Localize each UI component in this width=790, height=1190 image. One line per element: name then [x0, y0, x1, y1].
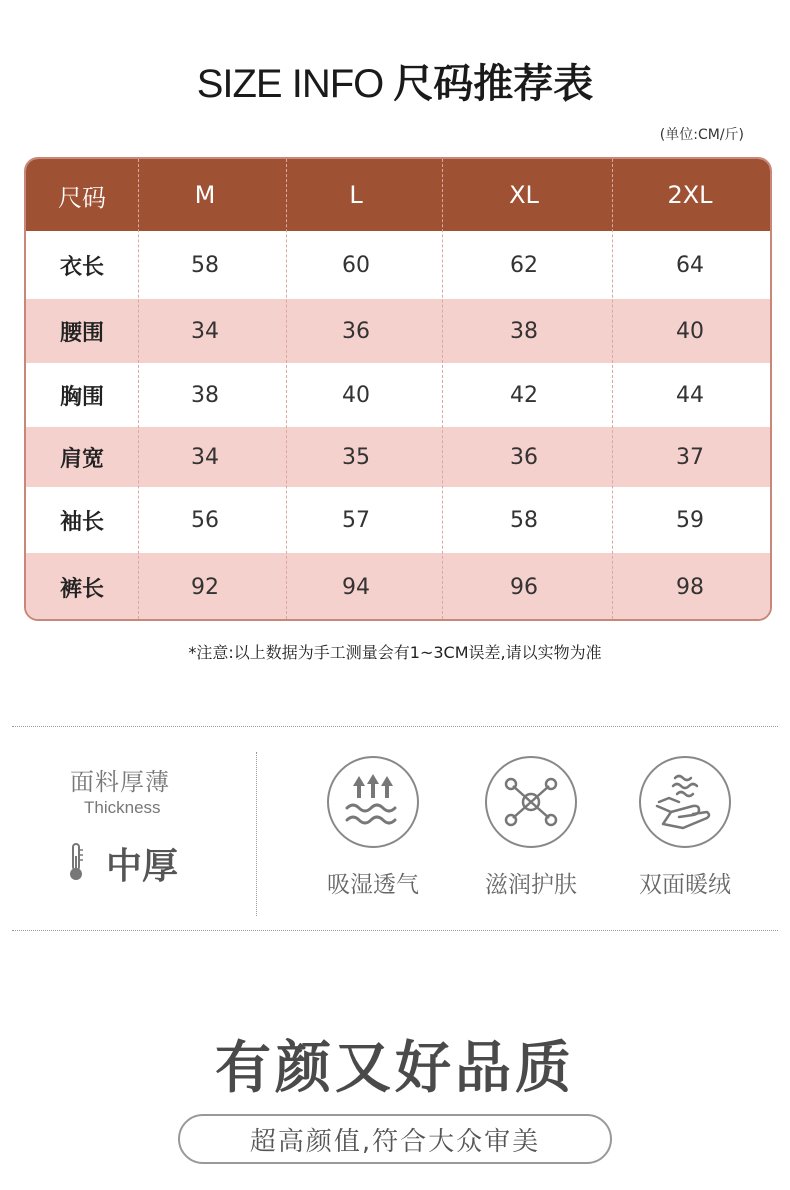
row-label: 衣长 [59, 254, 104, 280]
table-cell: 64 [676, 252, 704, 278]
thickness-label-cn: 面料厚薄 [70, 768, 170, 796]
table-cell: 92 [191, 574, 219, 600]
table-cell: 62 [510, 252, 538, 278]
table-cell: 37 [676, 444, 704, 470]
header-corner-label: 尺码 [58, 183, 106, 212]
table-cell: 40 [676, 318, 704, 344]
table-cell: 58 [510, 507, 538, 533]
table-cell: 34 [191, 318, 219, 344]
column-divider [138, 159, 139, 619]
thickness-value: 中厚 [106, 846, 179, 887]
divider-bottom [12, 930, 778, 931]
table-cell: 38 [191, 382, 219, 408]
header-size-2xl: 2XL [667, 181, 713, 209]
row-label: 胸围 [59, 384, 104, 410]
table-cell: 59 [676, 507, 704, 533]
feature-double-fleece [620, 756, 750, 899]
table-cell: 58 [191, 252, 219, 278]
breathable-icon [327, 756, 419, 848]
table-cell: 60 [342, 252, 370, 278]
feature-label: 双面暖绒 [639, 872, 731, 898]
thermometer-icon [66, 842, 86, 882]
thickness-label-en: Thickness [84, 798, 161, 817]
slogan-headline: 有颜又好品质 [215, 1036, 575, 1101]
feature-label: 吸湿透气 [327, 872, 419, 898]
title-en: SIZE INFO [196, 62, 384, 106]
header-size-m: M [194, 181, 216, 209]
table-cell: 56 [191, 507, 219, 533]
table-cell: 57 [342, 507, 370, 533]
table-cell: 94 [342, 574, 370, 600]
table-cell: 42 [510, 382, 538, 408]
table-cell: 44 [676, 382, 704, 408]
column-divider [442, 159, 443, 619]
table-cell: 38 [510, 318, 538, 344]
feature-moisturize [466, 756, 596, 899]
molecule-icon [485, 756, 577, 848]
row-label: 肩宽 [59, 446, 104, 472]
title-cn: 尺码推荐表 [393, 61, 594, 107]
row-label: 腰围 [59, 320, 104, 346]
feature-breathable [308, 756, 438, 899]
measurement-note: *注意:以上数据为手工测量会有1~3CM误差,请以实物为准 [188, 643, 602, 662]
header-size-xl: XL [509, 181, 539, 209]
unit-note: (单位:CM/斤) [659, 127, 744, 143]
divider-vertical [256, 752, 257, 916]
table-cell: 36 [510, 444, 538, 470]
row-label: 裤长 [59, 576, 104, 602]
table-cell: 40 [342, 382, 370, 408]
feature-label: 滋润护肤 [485, 872, 577, 898]
header-size-l: L [349, 181, 363, 209]
slogan-subline: 超高颜值,符合大众审美 [178, 1114, 612, 1164]
column-divider [286, 159, 287, 619]
page-title [0, 52, 790, 109]
hand-warm-icon [639, 756, 731, 848]
table-cell: 36 [342, 318, 370, 344]
column-divider [612, 159, 613, 619]
table-cell: 98 [676, 574, 704, 600]
table-cell: 34 [191, 444, 219, 470]
row-label: 袖长 [59, 509, 104, 535]
size-table [24, 157, 772, 621]
table-cell: 96 [510, 574, 538, 600]
table-cell: 35 [342, 444, 370, 470]
divider-top [12, 726, 778, 727]
